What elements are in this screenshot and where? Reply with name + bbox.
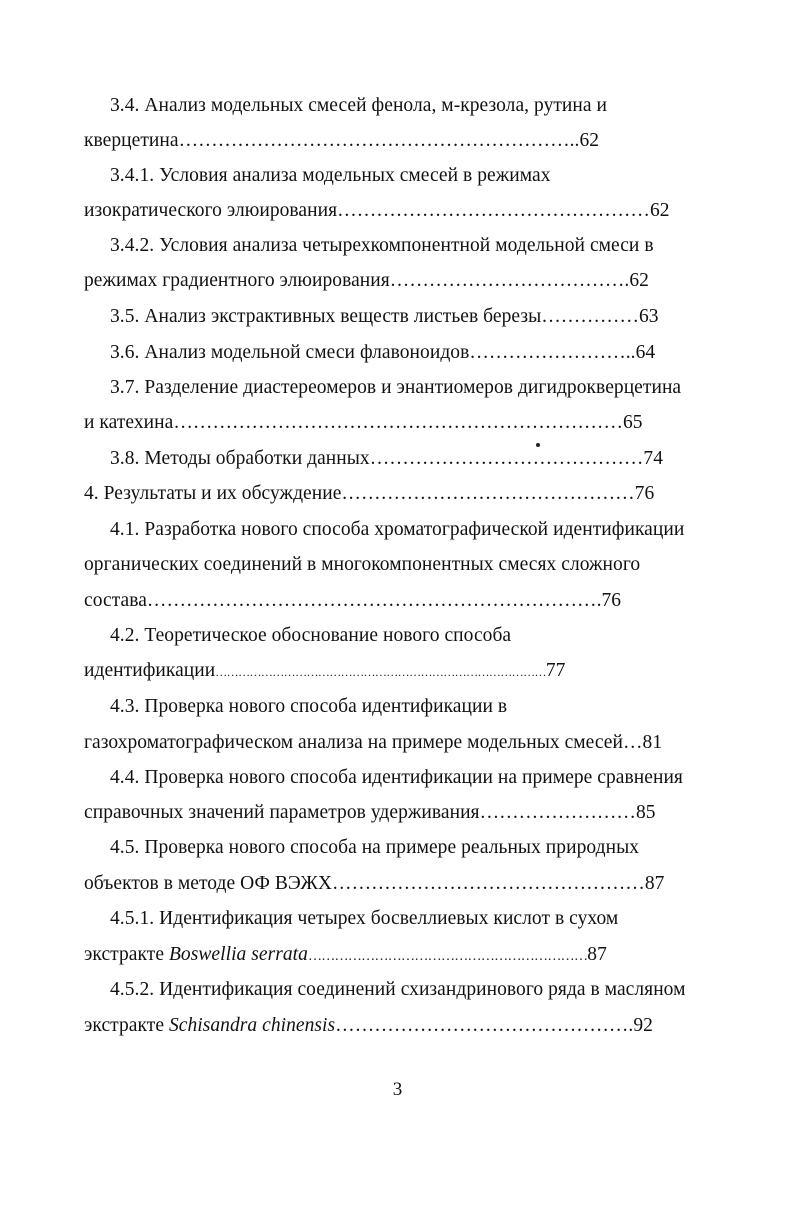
toc-text: 3.7. Разделение диастереомеров и энантиомеров дигидрокверцетина [110, 377, 682, 398]
toc-line [84, 1014, 653, 1038]
toc-text: экстракте [84, 944, 165, 965]
toc-dots: …………………… [479, 802, 636, 823]
toc-page: 74 [643, 448, 664, 469]
toc-line [110, 341, 655, 365]
toc-line [110, 907, 618, 931]
toc-line [110, 94, 607, 118]
toc-dots: …………………….. [469, 342, 636, 363]
toc-line [84, 801, 656, 825]
toc-text: 4. Результаты и их обсуждение [84, 483, 342, 504]
toc-line [110, 164, 551, 188]
toc-line [110, 376, 681, 400]
toc-text: органических соединений в многокомпонентных смесях сложного [84, 554, 641, 575]
toc-dots: …………………………………………………………… [146, 590, 597, 611]
toc-dots: ………………………………………. [335, 1015, 634, 1036]
toc-line [84, 731, 662, 755]
toc-line [84, 943, 607, 969]
toc-text: 4.5.2. Идентификация соединений схизандринового ряда в масляном [110, 979, 686, 1000]
toc-line [110, 447, 663, 471]
toc-page: 92 [633, 1015, 653, 1036]
toc-text: 4.5. Проверка нового способа на примере реальных природных [110, 837, 640, 858]
toc-dots: ………………………………. [389, 270, 630, 291]
toc-text: 3.4.1. Условия анализа модельных смесей в режимах [110, 165, 551, 186]
toc-line [110, 978, 686, 1002]
toc-text: и катехина [84, 412, 174, 433]
toc-text: 4.1. Разработка нового способа хроматографической идентификации [110, 519, 685, 540]
toc-line [110, 836, 639, 860]
toc-page: 64 [635, 342, 656, 363]
toc-dots: …………………………………… [369, 448, 644, 469]
toc-text: 3.4.2. Условия анализа четырехкомпонентной модельной смеси в [110, 235, 654, 256]
toc-page: 76 [634, 483, 655, 504]
toc-text: 4.3. Проверка нового способа идентификации в [110, 696, 508, 717]
toc-line [110, 305, 659, 329]
toc-page: 62 [579, 130, 600, 151]
toc-text: 3.6. Анализ модельной смеси флавоноидов [110, 342, 470, 363]
toc-page: 87 [644, 873, 665, 894]
toc-text: 3.8. Методы обработки данных [110, 448, 370, 469]
toc-line [84, 411, 643, 435]
toc-text: кверцетина [84, 130, 179, 151]
toc-text: экстракте [84, 1015, 165, 1036]
toc-dots: ………………………………………… [332, 873, 645, 894]
toc-line [84, 269, 649, 293]
toc-page: 62 [629, 270, 649, 291]
toc-dots: ………………………………………… [337, 200, 650, 221]
toc-page: 62 [649, 200, 670, 221]
toc-text: справочных значений параметров удерживания [84, 802, 480, 823]
toc-text: режимах градиентного элюирования [84, 270, 390, 291]
toc-line [84, 872, 664, 896]
toc-line [84, 659, 565, 684]
toc-text: объектов в методе ОФ ВЭЖХ [84, 873, 333, 894]
toc-line [110, 234, 654, 258]
page-number: 3 [392, 1079, 403, 1100]
toc-line [84, 482, 654, 506]
toc-italic-text: Boswellia serrata [168, 944, 308, 965]
toc-line [84, 129, 599, 153]
toc-page: 77 [545, 660, 566, 681]
toc-line [84, 553, 640, 577]
toc-dots: ……………………………………………………… [307, 949, 588, 964]
toc-dots: …………… [541, 306, 639, 327]
toc-page: .76 [596, 590, 622, 611]
toc-text: газохроматографическом анализа на примере модельных смесей…81 [84, 732, 663, 753]
toc-line [110, 518, 684, 542]
toc-text: состава [84, 590, 147, 611]
toc-dots: …………………………………………………….. [178, 130, 580, 151]
toc-dots: …………………………………………………………………………… [215, 665, 546, 679]
toc-dots: …………………………………………………………… [173, 412, 623, 433]
toc-text: 4.5.1. Идентификация четырех босвеллиевых кислот в сухом [110, 908, 619, 929]
toc-text: 4.2. Теоретическое обоснование нового способа [110, 625, 512, 646]
toc-page: 63 [639, 306, 659, 327]
toc-text: 3.5. Анализ экстрактивных веществ листьев березы [110, 306, 542, 327]
toc-italic-text: Schisandra chinensis [168, 1015, 336, 1036]
toc-text: идентификации [84, 660, 216, 681]
toc-line [84, 589, 621, 613]
toc-page: 85 [635, 802, 656, 823]
toc-line [110, 766, 683, 790]
toc-page: 87 [587, 944, 607, 965]
toc-text: изократического элюирования [84, 200, 338, 221]
toc-line [110, 624, 511, 648]
toc-page: 65 [623, 412, 643, 433]
toc-text: 3.4. Анализ модельных смесей фенола, м-крезола, рутина и [110, 95, 608, 116]
toc-text: 4.4. Проверка нового способа идентификации на примере сравнения [110, 767, 683, 788]
toc-line [110, 695, 507, 719]
toc-line [84, 199, 670, 223]
toc-dots: ……………………………………… [341, 483, 635, 504]
